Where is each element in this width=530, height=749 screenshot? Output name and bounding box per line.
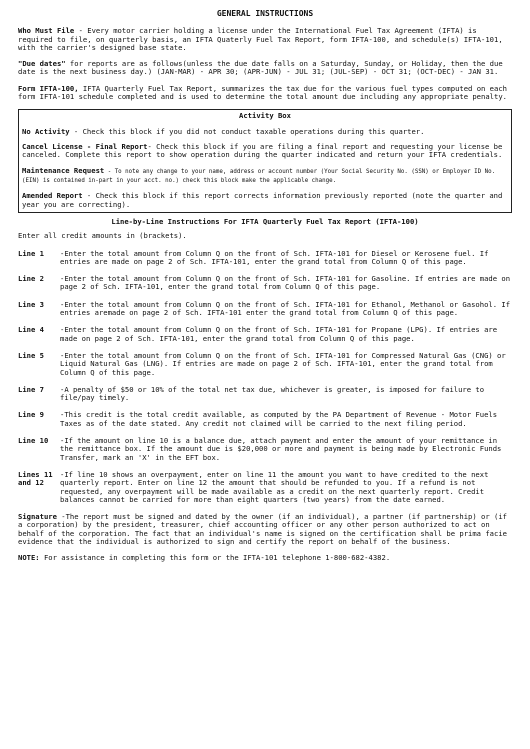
note-text: For assistance in completing this form or the IFTA-101 telephone 1-800-682-4382. (39, 553, 391, 563)
form-summary-text: IFTA Quarterly Fuel Tax Report, summarizes the tax due for the various fuel types computed on each form IFTA-101 schedule completed and is used to determine the total amount due including any appropriate penalty. (18, 83, 507, 102)
cancel-license-label: Cancel License - Final Report (22, 141, 148, 151)
line-number: Lines 11 and 12 (18, 469, 53, 488)
line-instruction (18, 352, 512, 377)
due-dates-paragraph (18, 60, 512, 77)
line-number: Line 1 (18, 248, 44, 258)
line-instruction (18, 326, 512, 343)
note-label: NOTE: (18, 553, 40, 563)
line-text: -If line 10 shows an overpayment, enter on line 11 the amount you want to have credited to the next quarterly report. Enter on line 12 the amount that should be refunded to you. If a refund is not requested, any overpayment will be made available as a credit on the next quarterly report. Credit balances cannot be carried for more than eight quarters (two years) from the date earned. (60, 469, 489, 504)
line-number: Line 5 (18, 350, 44, 360)
line-instruction (18, 301, 512, 318)
due-dates-text: for reports are as follows(unless the due date falls on a Saturday, Sunday, or Holiday, then the due date is the next business day.) (JAN-MAR) - APR 30; (APR-JUN) - JUL 31; (JUL-SEP) - OCT 31; (OCT-DEC) - JAN 31. (18, 59, 503, 77)
signature-paragraph (18, 513, 512, 546)
who-must-file-text: - Every motor carrier holding a license under the International Fuel Tax Agreement (IFTA) is required to file, on quarterly basis, an IFTA Quaterly Fuel Tax Report, form IFTA-100, and schedule(s) IFTA-101, with the carrier's designed base state. (18, 26, 503, 52)
line-instruction (18, 386, 512, 403)
line-number: Line 2 (18, 274, 44, 284)
maintenance-request-item (22, 167, 508, 186)
line-instruction (18, 250, 512, 267)
line-instruction (18, 437, 512, 462)
cancel-license-text: - Check this block if you are filing a final report and requesting your license be canceled. Complete this report to show operation during the quarter indicated and return your IFTA credentials. (22, 141, 503, 160)
cancel-license-item (22, 143, 508, 160)
line-text: -Enter the total amount from Column Q on the front of Sch. IFTA-101 for Propane (LPG). If entries are made on page 2 of Sch. IFTA-101, enter the grand total from Column Q of this page. (60, 325, 498, 343)
line-text: -If the amount on line 10 is a balance due, attach payment and enter the amount of your remittance in the remittance box. If the amount due is $20,000 or more and payment is being made by Electronic Funds Transfer, mark an 'X' in the EFT box. (60, 436, 502, 462)
line-number: Line 3 (18, 299, 44, 309)
amended-report-text: - Check this block if this report corrects information previously reported (note the quarter and year you are correcting). (22, 191, 503, 209)
amended-report-item (22, 192, 508, 209)
signature-text: -The report must be signed and dated by the owner (if an individual), a partner (if partnership) or (if a corporation) by the president, treasurer, chief accounting officer or any other person authorized to act on behalf of the corporation. The fact that an individual's name is signed on the certification shall be prima facie evidence that the individual is authorized to sign and certify the report on behalf of the business. (18, 512, 507, 546)
amended-report-label: Amended Report (22, 191, 83, 201)
line-instruction (18, 471, 512, 504)
form-summary-label: Form IFTA-100, (18, 83, 79, 93)
activity-box (18, 109, 512, 213)
line-by-line-title: Line-by-Line Instructions For IFTA Quarterly Fuel Tax Report (IFTA-100) (111, 216, 419, 226)
line-text: -Enter the total amount from Column Q on the front of Sch. IFTA-101 for Gasoline. If entries are made on page 2 of Sch. IFTA-101, enter the grand total from Column Q of this page. (60, 274, 511, 292)
instructions-page (18, 10, 512, 571)
line-text: -Enter the total amount from Column Q on the front of Sch. IFTA-101 for Compressed Natural Gas (CNG) or Liquid Natural Gas (LNG). If entries are made on page 2 of Sch. IFTA-101, enter the grand total from Column Q of this page. (60, 350, 506, 377)
maintenance-request-text: - To note any change to your name, address or account number (Your Social Security No. (SSN) or Employer ID No. (EIN) is contained in-part in your acct. no.) check this block make the applicable change. (22, 168, 496, 184)
line-instruction (18, 275, 512, 292)
no-activity-label: No Activity (22, 126, 70, 136)
line-text: -A penalty of $50 or 10% of the total net tax due, whichever is greater, is imposed for failure to file/pay timely. (60, 384, 485, 403)
line-text: -Enter the total amount from Column Q on the front of Sch. IFTA-101 for Ethanol, Methanol or Gasohol. If entries aremade on page 2 of Sch. IFTA-101 enter the grand total from Column Q of this page. (60, 299, 511, 318)
who-must-file-label: Who Must File (18, 26, 75, 36)
line-number: Line 10 (18, 436, 49, 446)
line-text: -This credit is the total credit available, as computed by the PA Department of Revenue - Motor Fuels Taxes as of the date stated. Any credit not claimed will be carried to the next filing period. (60, 410, 498, 428)
line-instruction (18, 411, 512, 428)
due-dates-label: "Due dates" (18, 59, 66, 69)
maintenance-request-label: Maintenance Request (22, 165, 105, 175)
note-paragraph (18, 554, 512, 562)
line-text: -Enter the total amount from Column Q on the front of Sch. IFTA-101 for Diesel or Kerosene fuel. If entries are made on page 2 of Sch. IFTA-101, enter the grand total from Column Q of this page. (60, 248, 489, 266)
activity-box-title: Activity Box (239, 111, 291, 121)
form-summary-paragraph (18, 85, 512, 102)
no-activity-item (22, 128, 508, 136)
line-number: Line 4 (18, 325, 44, 335)
line-number: Line 9 (18, 410, 44, 420)
page-title: GENERAL INSTRUCTIONS (216, 9, 314, 18)
credit-amounts-intro: Enter all credit amounts in (brackets). (18, 231, 187, 241)
no-activity-text: - Check this block if you did not conduct taxable operations during this quarter. (69, 126, 425, 136)
line-number: Line 7 (18, 384, 44, 394)
who-must-file-paragraph (18, 27, 512, 52)
signature-label: Signature (18, 512, 57, 522)
